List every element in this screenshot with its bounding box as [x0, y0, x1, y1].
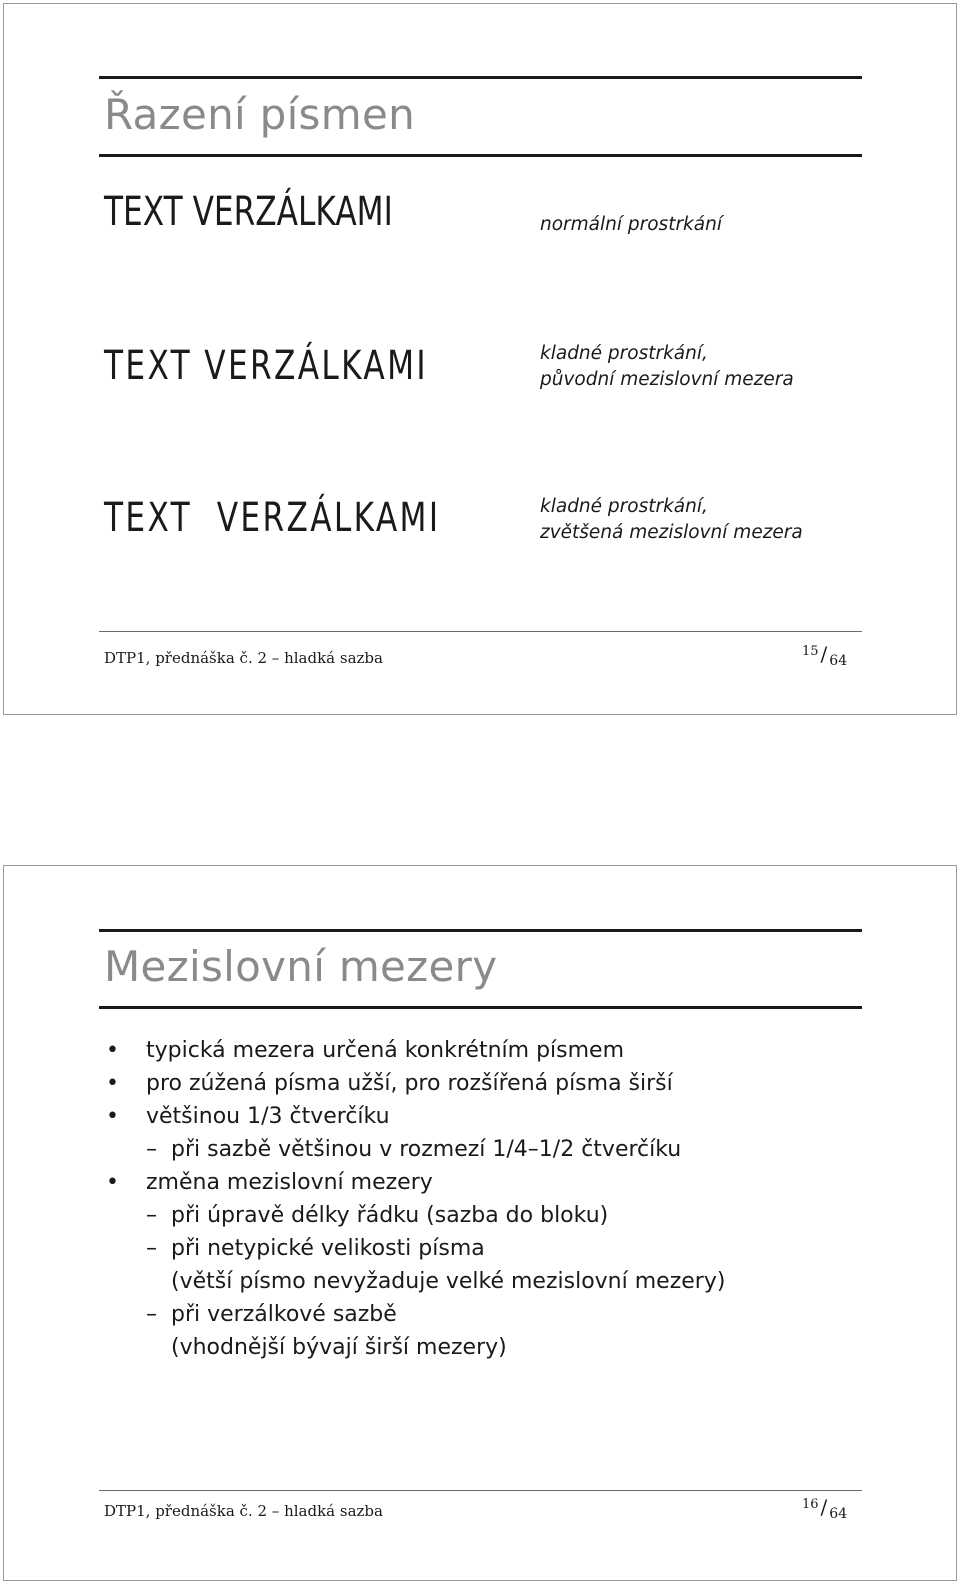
bullet-list — [104, 1034, 725, 1364]
caps-description-tracked — [540, 341, 794, 393]
list-subitem-continuation — [104, 1265, 725, 1298]
page-number — [802, 1495, 848, 1522]
slide-footer: DTP1, přednáška č. 2 – hladká sazba — [104, 649, 383, 667]
caps-description-tracked-wide-space — [540, 494, 803, 546]
caps-sample-normal: TEXT VERZÁLKAMI — [104, 189, 393, 235]
dash-marker: – — [146, 1203, 157, 1228]
bullet-marker: • — [106, 1170, 119, 1195]
list-subitem — [104, 1133, 725, 1166]
list-item-text: většinou 1/3 čtverčíku — [146, 1104, 390, 1129]
slide-footer: DTP1, přednáška č. 2 – hladká sazba — [104, 1502, 383, 1520]
list-subitem-continuation — [104, 1331, 725, 1364]
title-bottom-rule — [99, 1006, 862, 1009]
dash-marker: – — [146, 1137, 157, 1162]
slide-15 — [3, 3, 957, 715]
slide-title: Řazení písmen — [104, 90, 416, 139]
list-item-text: při sazbě většinou v rozmezí 1/4–1/2 čtverčíku — [171, 1137, 682, 1162]
page-total: 64 — [829, 653, 848, 669]
page-total: 64 — [829, 1506, 848, 1522]
page-current: 15 — [802, 644, 819, 659]
caps-description-normal — [540, 212, 722, 238]
list-item-text: změna mezislovní mezery — [146, 1170, 433, 1195]
list-item-text: při úpravě délky řádku (sazba do bloku) — [171, 1203, 609, 1228]
list-item-text: (větší písmo nevyžaduje velké mezislovní mezery) — [171, 1269, 726, 1294]
slide-title: Mezislovní mezery — [104, 942, 498, 991]
bullet-marker: • — [106, 1104, 119, 1129]
description-line: kladné prostrkání, — [540, 343, 708, 364]
description-line: kladné prostrkání, — [540, 496, 708, 517]
dash-marker: – — [146, 1236, 157, 1261]
page-number — [802, 642, 848, 669]
footer-rule — [99, 631, 862, 632]
description-line: zvětšená mezislovní mezera — [540, 522, 803, 543]
description-line: normální prostrkání — [540, 214, 722, 235]
list-item-text: při verzálkové sazbě — [171, 1302, 397, 1327]
description-line: původní mezislovní mezera — [540, 369, 794, 390]
list-subitem — [104, 1232, 725, 1265]
footer-rule — [99, 1490, 862, 1491]
list-item — [104, 1100, 725, 1133]
title-bottom-rule — [99, 154, 862, 157]
list-item-text: při netypické velikosti písma — [171, 1236, 485, 1261]
list-item-text: typická mezera určená konkrétním písmem — [146, 1038, 625, 1063]
title-top-rule — [99, 76, 862, 79]
dash-marker: – — [146, 1302, 157, 1327]
list-item — [104, 1034, 725, 1067]
bullet-marker: • — [106, 1071, 119, 1096]
caps-sample-tracked: TEXT VERZÁLKAMI — [104, 343, 428, 389]
page-separator: / — [820, 1495, 828, 1519]
list-subitem — [104, 1199, 725, 1232]
list-item-text: pro zúžená písma užší, pro rozšířená písma širší — [146, 1071, 673, 1096]
list-item — [104, 1166, 725, 1199]
page-current: 16 — [802, 1497, 819, 1512]
list-item-text: (vhodnější bývají širší mezery) — [171, 1335, 507, 1360]
bullet-marker: • — [106, 1038, 119, 1063]
list-item — [104, 1067, 725, 1100]
caps-sample-tracked-wide-space: TEXT VERZÁLKAMI — [104, 495, 441, 541]
title-top-rule — [99, 929, 862, 932]
list-subitem — [104, 1298, 725, 1331]
page-separator: / — [820, 642, 828, 666]
slide-16 — [3, 865, 957, 1581]
